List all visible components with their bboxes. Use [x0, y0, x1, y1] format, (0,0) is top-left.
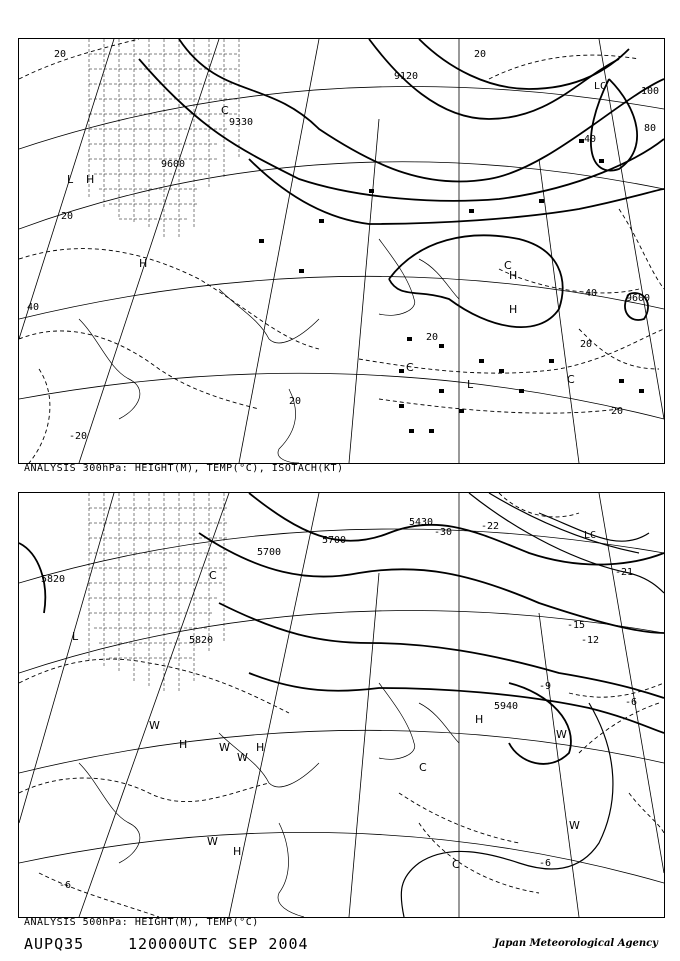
label: -12	[581, 635, 600, 646]
label: 20	[474, 49, 487, 60]
map-500hpa-svg	[19, 493, 664, 917]
hatched-area	[89, 39, 239, 239]
label: 9120	[394, 71, 419, 82]
label: H	[233, 845, 242, 858]
label: 5700	[257, 547, 282, 558]
label: 20	[580, 339, 593, 350]
label: 20	[61, 211, 74, 222]
label: 5820	[189, 635, 214, 646]
label: -6	[539, 858, 552, 869]
agency-name: Japan Meteorological Agency	[494, 938, 658, 949]
graticule	[19, 493, 664, 917]
label: 5700	[322, 535, 347, 546]
temperature-contours	[19, 493, 664, 917]
label: W	[219, 741, 230, 754]
label: 20	[289, 396, 302, 407]
label: C	[452, 858, 460, 871]
coastlines	[79, 683, 459, 917]
label: -21	[615, 567, 634, 578]
label: -9	[539, 681, 552, 692]
label: H	[179, 738, 188, 751]
label: 5820	[41, 574, 66, 585]
label: 9600	[161, 159, 186, 170]
label: C	[419, 761, 427, 774]
label: H	[509, 269, 518, 282]
label: 100	[641, 86, 660, 97]
label: 9600	[626, 293, 651, 304]
label: -22	[481, 521, 500, 532]
label: C	[209, 569, 217, 582]
chart-id: AUPQ35	[24, 935, 85, 953]
map-300hpa-svg	[19, 39, 664, 463]
label: 80	[644, 123, 657, 134]
label: H	[139, 257, 148, 270]
map-panel-500hpa	[18, 492, 665, 918]
contour-labels	[27, 49, 659, 442]
label: -15	[567, 620, 586, 631]
label: -6	[59, 880, 72, 891]
label: C	[221, 104, 229, 117]
coastlines	[79, 239, 459, 463]
label: C	[504, 259, 512, 272]
label: L	[467, 378, 474, 391]
label: 40	[27, 302, 40, 313]
label: LC	[594, 81, 607, 92]
caption-500hpa: ANALYSIS 500hPa: HEIGHT(M), TEMP(°C)	[24, 917, 259, 928]
label: 20	[611, 406, 624, 417]
station-plots	[259, 139, 644, 433]
label: H	[86, 173, 95, 186]
label: 9330	[229, 117, 254, 128]
graticule	[19, 39, 664, 463]
label: LC	[584, 530, 597, 541]
label: H	[475, 713, 484, 726]
label: H	[256, 741, 265, 754]
label: W	[149, 719, 160, 732]
label: L	[72, 630, 79, 643]
label: C	[567, 373, 575, 386]
label: W	[207, 835, 218, 848]
label: 5430	[409, 517, 434, 528]
label: 40	[585, 288, 598, 299]
label: 20	[426, 332, 439, 343]
label: L	[67, 173, 74, 186]
hatched-area	[89, 493, 229, 693]
label: -30	[434, 527, 453, 538]
label: -20	[69, 431, 88, 442]
label: -6	[625, 697, 638, 708]
caption-300hpa: ANALYSIS 300hPa: HEIGHT(M), TEMP(°C), ISOTACH(KT)	[24, 463, 344, 474]
label: H	[509, 303, 518, 316]
valid-time: 120000UTC SEP 2004	[128, 935, 309, 953]
label: C	[406, 361, 414, 374]
contour-labels	[41, 517, 637, 891]
label: W	[556, 728, 567, 741]
label: 20	[54, 49, 67, 60]
label: W	[237, 751, 248, 764]
label: 5940	[494, 701, 519, 712]
temperature-contours	[19, 39, 664, 463]
label: W	[569, 819, 580, 832]
map-panel-300hpa	[18, 38, 665, 464]
label: 40	[584, 134, 597, 145]
